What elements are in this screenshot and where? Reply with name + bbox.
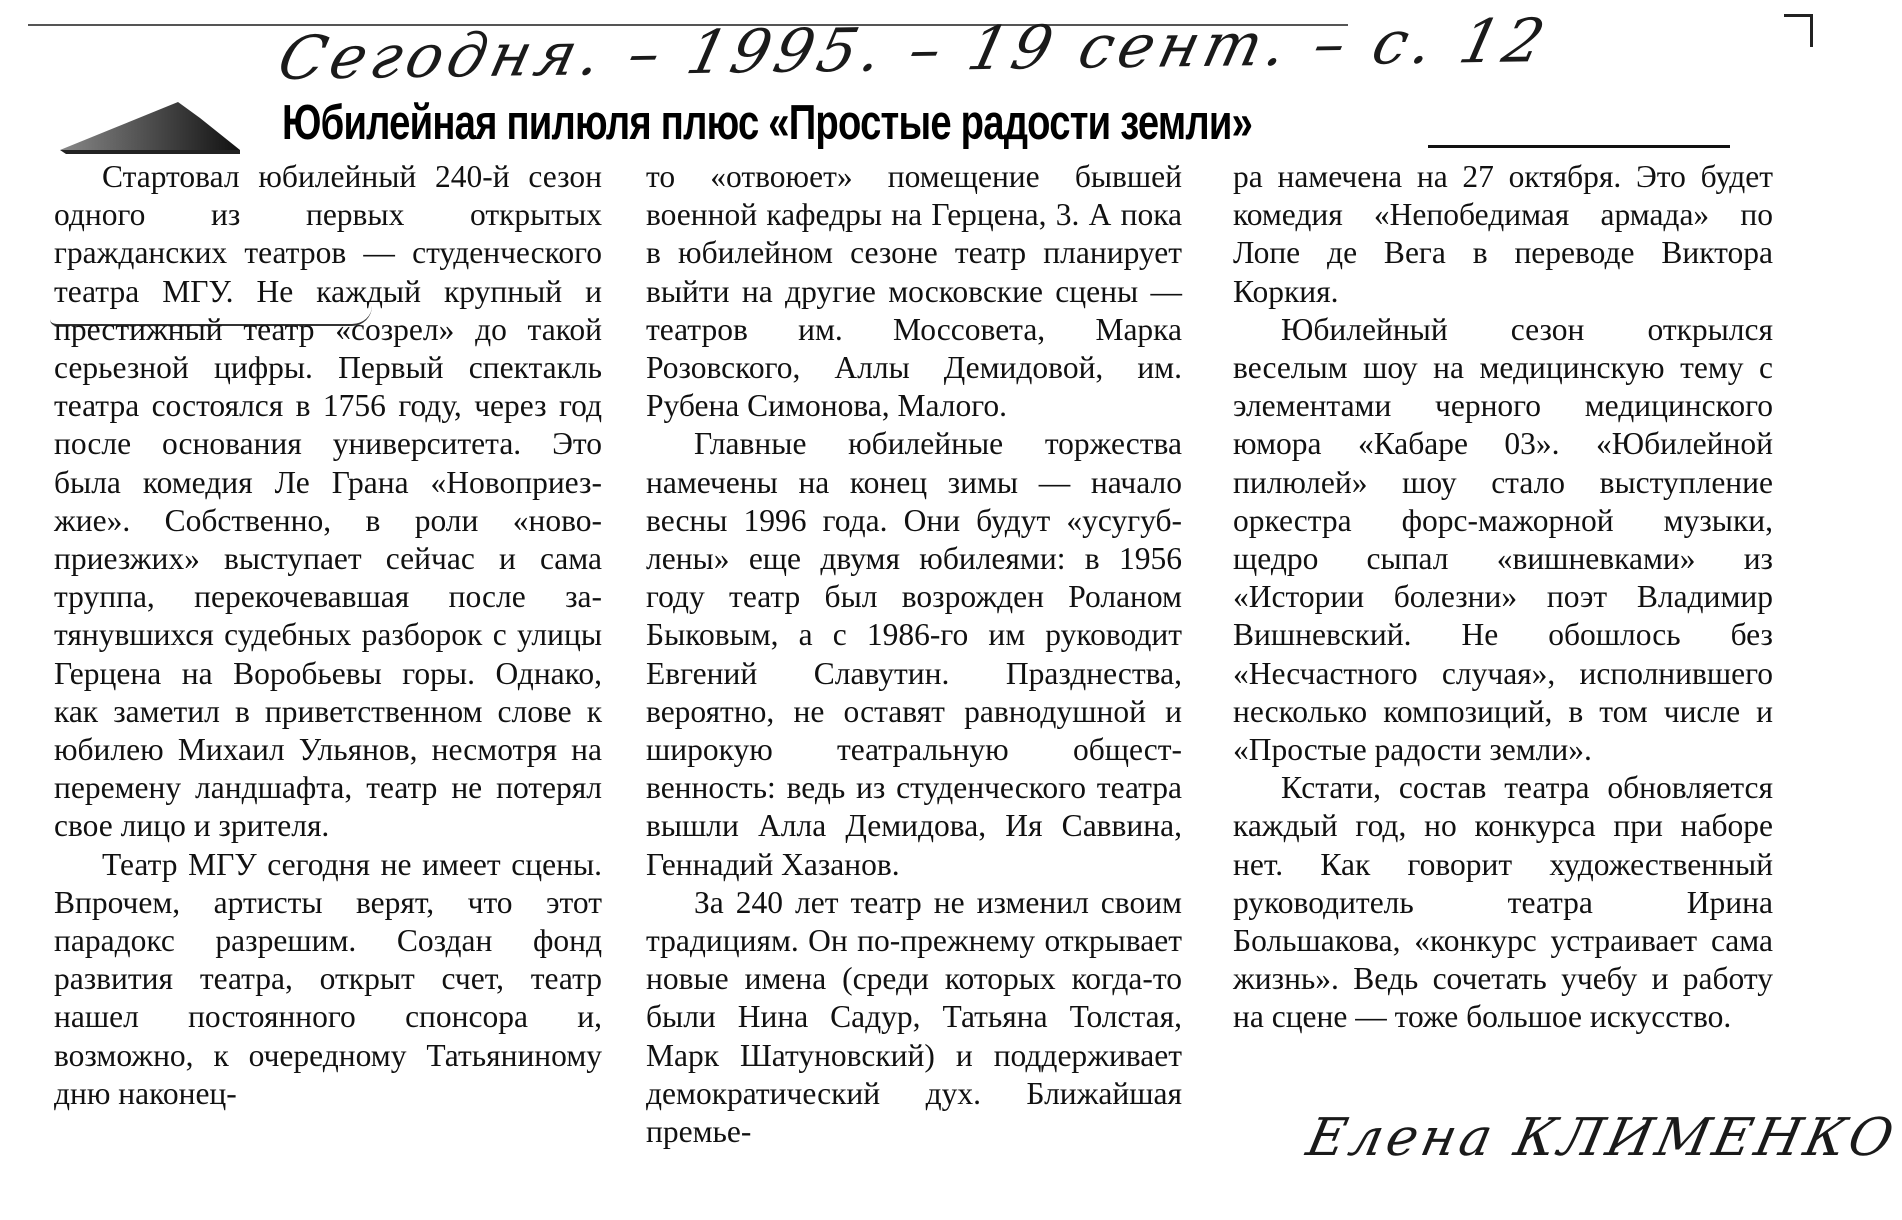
column-1 bbox=[54, 158, 602, 1113]
paragraph: Театр МГУ сегодня не имеет сцены. Впрочем, артисты верят, что этот парадокс разрешим. Создан фонд развития театра, открыт счет, театр нашел постоянного спонсора и, возможно, к очередному Татьяниному дню наконец- bbox=[54, 846, 602, 1111]
article-body bbox=[0, 158, 1823, 1158]
article-headline: Юбилейная пилюля плюс «Простые радости земли» bbox=[282, 96, 1253, 150]
headline-row bbox=[60, 90, 1780, 160]
headline-arrow-icon bbox=[60, 98, 240, 156]
paragraph: Стартовал юбилейный 240-й сезон одного из первых открытых гражданских театров — студенческого театра МГУ. Не каждый крупный и престижный театр «созрел» до такой серьезной цифры. Первый спектакль театра состоялся в 1756 году, через год после основания университета. Это была комедия Ле Грана «Новоприезжие». Собственно, в роли «новоприезжих» выступает сейчас и сама труппа, перекочевавшая после затянувшихся судебных разборок с улицы Герцена на Воробьевы горы. Однако, как заметил в приветственном слове к юбилею Михаил Ульянов, несмотря на перемену ландшафта, театр не потерял свое лицо и зрителя. bbox=[54, 159, 602, 844]
paragraph: За 240 лет театр не изменил своим традициям. Он по-прежнему открывает новые имена (среди которых когда-то были Нина Садур, Татьяна Толстая, Марк Шатуновский) и поддерживает демократический дух. Ближайшая премье- bbox=[646, 884, 1182, 1150]
paragraph: Юбилейный сезон открылся веселым шоу на медицинскую тему с элементами черного медицинского юмора «Кабаре 03». «Юбилейной пилюлей» шоу стало выступление оркестра форс-мажорной музыки, щедро сыпал «вишневками» из «Истории болезни» поэт Владимир Вишневский. Не обошлось без «Несчастного случая», исполнившего несколько композиций, в том числе и «Простые радости земли». bbox=[1233, 311, 1773, 768]
paragraph: Кстати, состав театра обновляется каждый год, но конкурса при наборе нет. Как говорит художественный руководитель театра Ирина Большакова, «конкурс устраивает сама жизнь». Ведь сочетать учебу и работу на сцене — тоже большое искусство. bbox=[1233, 770, 1773, 1035]
corner-crop-mark bbox=[1784, 14, 1813, 47]
headline-rule bbox=[1428, 145, 1730, 148]
column-2 bbox=[646, 158, 1182, 1151]
paragraph: ра намечена на 27 октября. Это будет комедия «Непобедимая армада» по Лопе де Вега в переводе Виктора Коркия. bbox=[1233, 159, 1773, 309]
column-3 bbox=[1233, 158, 1773, 1037]
paragraph: Главные юбилейные торжества намечены на конец зимы — начало весны 1996 года. Они будут «усугублены» еще двумя юбилеями: в 1956 году театр был возрожден Роланом Быковым, а с 1986-го им руководит Евгений Славутин. Празднества, вероятно, не оставят равнодушной и широкую театральную общественность: ведь из студенческого театра вышли Алла Демидова, Ия Саввина, Геннадий Хазанов. bbox=[646, 426, 1182, 882]
author-signature: Елена КЛИМЕНКО bbox=[1301, 1108, 1902, 1168]
handwritten-source-note: Сегодня. – 1995. – 19 сент. – с. 12 bbox=[271, 6, 1556, 94]
paragraph: то «отвоюет» помещение бывшей военной кафедры на Герцена, 3. А пока в юбилейном сезоне театр планирует выйти на другие московские сцены — театров им. Моссовета, Марка Розовского, Аллы Демидовой, им. Рубена Симонова, Малого. bbox=[646, 159, 1182, 424]
